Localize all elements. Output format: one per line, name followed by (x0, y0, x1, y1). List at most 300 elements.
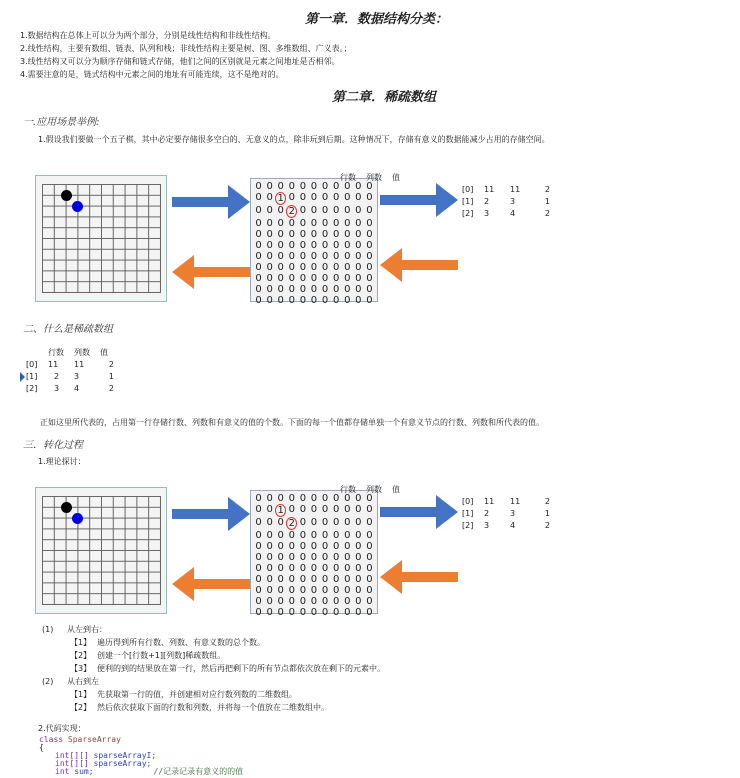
matrix-cell: 0 (288, 530, 295, 541)
matrix-cell: 0 (366, 563, 373, 574)
matrix-cell: 0 (288, 552, 295, 563)
matrix-cell: 0 (299, 240, 307, 251)
black-stone (61, 502, 72, 513)
matrix-cell: 0 (288, 273, 295, 284)
sparse-array-table (462, 496, 550, 532)
matrix-header: 行数 列数 值 (340, 485, 400, 494)
matrix-cell: 0 (299, 530, 307, 541)
chapter2-title: 第二章．稀疏数组 (332, 90, 437, 105)
matrix-cell: 0 (310, 192, 318, 203)
black-stone (61, 190, 72, 201)
matrix-cell: 0 (277, 251, 284, 262)
matrix-cell: 0 (255, 563, 262, 574)
matrix-cell: 0 (310, 262, 318, 273)
matrix-cell: 0 (255, 192, 262, 203)
matrix-cell: 0 (288, 574, 295, 585)
matrix-cell: 0 (266, 552, 273, 563)
matrix-cell: 0 (366, 240, 373, 251)
gomoku-board (35, 175, 167, 302)
matrix-cell: 0 (344, 295, 351, 306)
matrix-cell: 0 (277, 541, 284, 552)
matrix-cell: 0 (332, 205, 340, 216)
step-label: (1) (42, 625, 54, 634)
matrix-cell: 0 (266, 192, 273, 203)
matrix-cell: 0 (332, 284, 340, 295)
matrix-cell: 0 (332, 585, 340, 596)
matrix-cell: 0 (266, 284, 273, 295)
matrix-cell: 0 (332, 181, 340, 192)
matrix-cell: 0 (299, 181, 307, 192)
chessboard-matrix (250, 490, 378, 618)
matrix-cell: 0 (332, 563, 340, 574)
matrix-cell: 0 (366, 493, 373, 504)
matrix-cell: 0 (266, 574, 273, 585)
matrix-cell: 0 (355, 295, 362, 306)
matrix-cell: 0 (321, 205, 329, 216)
matrix-cell: 0 (310, 295, 318, 306)
matrix-cell: 0 (277, 552, 284, 563)
matrix-cell: 0 (288, 240, 295, 251)
matrix-cell: 0 (310, 284, 318, 295)
matrix-cell: 0 (299, 284, 307, 295)
matrix-cell: 0 (332, 596, 340, 607)
step-number: 【3】 (70, 664, 92, 673)
table-row: [0] 11 11 2 (462, 185, 550, 194)
matrix-cell: 0 (299, 517, 307, 528)
matrix-cell: 0 (277, 295, 284, 306)
matrix-cell: 0 (366, 585, 373, 596)
matrix-cell: 0 (266, 273, 273, 284)
table-row: [2] 3 4 2 (462, 209, 550, 218)
matrix-cell: 0 (266, 504, 273, 515)
matrix-cell: 0 (255, 493, 262, 504)
matrix-cell: 0 (310, 541, 318, 552)
matrix-cell: 0 (332, 295, 340, 306)
matrix-cell: 0 (332, 273, 340, 284)
blue-stone (72, 201, 83, 212)
chapter1-item: 2.线性结构，主要有数组、链表、队列和栈；非线性结构主要是树、图、多维数组、广义表。； (20, 44, 352, 53)
matrix-cell: 0 (321, 530, 329, 541)
chapter1-item: 4.需要注意的是，链式结构中元素之间的地址有可能连续，这不是绝对的。 (20, 70, 284, 79)
matrix-cell: 0 (299, 251, 307, 262)
matrix-cell: 0 (321, 240, 329, 251)
matrix-cell: 0 (299, 504, 307, 515)
matrix-cell: 0 (366, 574, 373, 585)
matrix-cell: 0 (321, 262, 329, 273)
matrix-cell: 0 (299, 205, 307, 216)
matrix-cell: 0 (355, 563, 362, 574)
matrix-cell: 0 (366, 181, 373, 192)
matrix-cell: 0 (288, 251, 295, 262)
matrix-cell: 0 (321, 192, 329, 203)
matrix-cell: 0 (310, 229, 318, 240)
matrix-cell: 0 (266, 493, 273, 504)
matrix-cell: 0 (332, 574, 340, 585)
matrix-cell: 0 (355, 517, 362, 528)
matrix-cell: 0 (310, 517, 318, 528)
matrix-cell: 0 (332, 541, 340, 552)
arrow-right-icon (380, 495, 460, 535)
step-number: 【1】 (70, 638, 92, 647)
matrix-cell: 0 (321, 504, 329, 515)
matrix-cell: 0 (288, 504, 295, 515)
matrix-cell: 0 (277, 530, 284, 541)
matrix-cell: 0 (321, 552, 329, 563)
matrix-cell: 0 (299, 262, 307, 273)
matrix-cell: 0 (288, 262, 295, 273)
step-number: 【2】 (70, 703, 92, 712)
matrix-cell: 0 (321, 229, 329, 240)
matrix-cell: 0 (321, 585, 329, 596)
table-row: [2] 3 4 2 (26, 384, 114, 393)
matrix-cell: 0 (255, 181, 262, 192)
matrix-cell: 0 (277, 563, 284, 574)
matrix-cell: 0 (344, 240, 351, 251)
matrix-cell: 0 (266, 607, 273, 618)
matrix-cell: 0 (266, 295, 273, 306)
chapter1-item: 3.线性结构又可以分为顺序存储和链式存储，他们之间的区别就是元素之间地址是否相邻。 (20, 57, 340, 66)
matrix-cell: 0 (366, 504, 373, 515)
matrix-cell: 0 (321, 607, 329, 618)
matrix-cell: 0 (344, 218, 351, 229)
matrix-cell: 0 (277, 240, 284, 251)
matrix-cell: 0 (366, 205, 373, 216)
matrix-cell: 0 (299, 596, 307, 607)
sparse-array-table (26, 347, 114, 395)
cursor-marker-icon (20, 372, 25, 382)
matrix-cell: 0 (355, 218, 362, 229)
matrix-cell: 0 (299, 295, 307, 306)
step-text: 从右到左 (67, 677, 99, 686)
matrix-cell: 0 (332, 530, 340, 541)
matrix-cell: 0 (332, 517, 340, 528)
matrix-cell: 0 (266, 251, 273, 262)
matrix-cell: 0 (288, 563, 295, 574)
matrix-cell: 0 (288, 181, 295, 192)
matrix-cell: 0 (255, 295, 262, 306)
matrix-cell: 0 (310, 607, 318, 618)
matrix-cell: 0 (277, 218, 284, 229)
chapter1-item: 1.数据结构在总体上可以分为两个部分，分别是线性结构和非线性结构。 (20, 31, 276, 40)
matrix-cell: 0 (310, 205, 318, 216)
matrix-cell: 0 (355, 530, 362, 541)
matrix-cell: 0 (355, 229, 362, 240)
theory-heading: 1.理论探讨： (38, 457, 86, 466)
matrix-cell: 0 (299, 563, 307, 574)
matrix-cell: 0 (321, 284, 329, 295)
matrix-cell: 0 (321, 541, 329, 552)
matrix-cell: 0 (366, 541, 373, 552)
section2-paragraph: 正如这里所代表的，占用第一行存储行数、列数和有意义的值的个数。下面的每一个值都存储单独一个有意义节点的行数、列数和所代表的值。 (40, 418, 544, 427)
table-row: [1] 2 3 1 (26, 372, 114, 381)
section2-title: 二、什么是稀疏数组 (23, 324, 113, 335)
matrix-cell: 0 (355, 493, 362, 504)
matrix-cell: 0 (266, 585, 273, 596)
matrix-cell: 0 (277, 585, 284, 596)
matrix-cell-value: 1 (275, 504, 286, 517)
matrix-cell: 0 (255, 530, 262, 541)
header-cols: 列数 (74, 348, 90, 357)
matrix-cell: 0 (344, 552, 351, 563)
step-number: 【1】 (70, 690, 92, 699)
matrix-cell: 0 (321, 218, 329, 229)
arrow-left-icon (380, 248, 460, 288)
matrix-cell: 0 (277, 273, 284, 284)
matrix-cell: 0 (332, 262, 340, 273)
matrix-cell: 0 (355, 192, 362, 203)
matrix-cell: 0 (288, 541, 295, 552)
matrix-cell: 0 (255, 607, 262, 618)
matrix-cell: 0 (366, 517, 373, 528)
section3-title: 三．转化过程 (23, 440, 83, 451)
table-row: [1] 2 3 1 (462, 197, 550, 206)
matrix-cell: 0 (266, 218, 273, 229)
matrix-cell: 0 (344, 273, 351, 284)
matrix-cell: 0 (255, 284, 262, 295)
matrix-cell: 0 (288, 585, 295, 596)
matrix-cell: 0 (255, 552, 262, 563)
matrix-cell: 0 (366, 596, 373, 607)
matrix-cell: 0 (310, 574, 318, 585)
matrix-cell: 0 (344, 517, 351, 528)
matrix-cell: 0 (332, 493, 340, 504)
matrix-cell: 0 (321, 181, 329, 192)
matrix-cell: 0 (355, 504, 362, 515)
matrix-cell: 0 (310, 585, 318, 596)
arrow-right-icon (380, 183, 460, 223)
matrix-cell: 0 (277, 262, 284, 273)
matrix-cell: 0 (344, 229, 351, 240)
matrix-cell: 0 (299, 607, 307, 618)
matrix-cell: 0 (321, 493, 329, 504)
matrix-cell: 0 (355, 574, 362, 585)
matrix-cell: 0 (344, 585, 351, 596)
matrix-cell: 0 (299, 229, 307, 240)
sparse-array-table (462, 184, 550, 220)
matrix-cell: 0 (355, 273, 362, 284)
matrix-cell: 0 (266, 262, 273, 273)
matrix-cell: 0 (321, 596, 329, 607)
matrix-cell-value: 1 (275, 192, 286, 205)
step-item: 便利的到的结果放在第一行，然后再把剩下的所有节点都依次放在剩下的元素中。 (97, 664, 385, 673)
matrix-cell: 0 (310, 273, 318, 284)
matrix-cell: 0 (355, 240, 362, 251)
matrix-cell: 0 (310, 504, 318, 515)
matrix-cell: 0 (344, 205, 351, 216)
matrix-cell: 0 (366, 251, 373, 262)
matrix-cell: 0 (366, 607, 373, 618)
arrow-right-icon (172, 497, 252, 537)
matrix-cell: 0 (299, 273, 307, 284)
matrix-cell: 0 (277, 517, 284, 528)
matrix-cell: 0 (344, 574, 351, 585)
matrix-cell: 0 (366, 262, 373, 273)
matrix-cell: 0 (344, 262, 351, 273)
matrix-cell: 0 (299, 585, 307, 596)
step-item: 然后依次获取下面的行数和列数，并将每一个值放在二维数组中。 (97, 703, 329, 712)
matrix-cell: 0 (299, 218, 307, 229)
matrix-cell: 0 (366, 284, 373, 295)
code-heading: 2.代码实现： (38, 724, 86, 733)
matrix-cell: 0 (366, 273, 373, 284)
matrix-cell: 0 (299, 541, 307, 552)
matrix-cell: 0 (355, 607, 362, 618)
matrix-cell: 0 (288, 229, 295, 240)
matrix-cell: 0 (344, 251, 351, 262)
step-text: 从左到右： (67, 625, 107, 634)
chapter1-title: 第一章．数据结构分类： (305, 12, 449, 27)
matrix-cell: 0 (310, 530, 318, 541)
matrix-cell: 0 (255, 218, 262, 229)
matrix-cell: 0 (321, 295, 329, 306)
matrix-cell: 0 (310, 181, 318, 192)
arrow-left-icon (172, 255, 252, 295)
matrix-cell: 0 (288, 493, 295, 504)
arrow-left-icon (172, 567, 252, 607)
matrix-cell: 0 (255, 262, 262, 273)
matrix-cell: 0 (277, 493, 284, 504)
step-number: 【2】 (70, 651, 92, 660)
matrix-cell: 0 (332, 192, 340, 203)
code-comment: //记录记录有意义的的值 (153, 767, 244, 776)
matrix-cell: 0 (299, 192, 307, 203)
matrix-cell: 0 (255, 251, 262, 262)
matrix-cell: 0 (266, 541, 273, 552)
matrix-cell: 0 (355, 552, 362, 563)
matrix-cell: 0 (288, 284, 295, 295)
matrix-cell: 0 (255, 541, 262, 552)
matrix-cell: 0 (288, 192, 295, 203)
matrix-cell: 0 (355, 596, 362, 607)
matrix-cell: 0 (344, 504, 351, 515)
matrix-cell: 0 (332, 229, 340, 240)
matrix-cell: 0 (344, 284, 351, 295)
matrix-cell: 0 (266, 517, 273, 528)
matrix-cell-value: 2 (286, 517, 297, 530)
step-item: 遍历得到所有行数、列数、有意义数的总个数。 (97, 638, 265, 647)
matrix-cell: 0 (321, 517, 329, 528)
matrix-cell: 0 (332, 240, 340, 251)
matrix-cell: 0 (344, 596, 351, 607)
matrix-cell: 0 (299, 493, 307, 504)
matrix-cell: 0 (299, 552, 307, 563)
matrix-cell: 0 (321, 251, 329, 262)
matrix-header: 行数 列数 值 (340, 173, 400, 182)
section1-paragraph: 1.假设我们要做一个五子棋，其中必定要存储很多空白的、无意义的点，除非玩到后期。这种情况下，存储有意义的数据能减少占用的存储空间。 (38, 135, 550, 144)
matrix-cell: 0 (355, 181, 362, 192)
matrix-cell: 0 (366, 218, 373, 229)
table-row: [1] 2 3 1 (462, 509, 550, 518)
matrix-cell: 0 (332, 607, 340, 618)
table-row: [0] 11 11 2 (462, 497, 550, 506)
matrix-cell: 0 (321, 574, 329, 585)
matrix-cell: 0 (277, 607, 284, 618)
step-item: 创建一个[行数+1][列数]稀疏数组。 (97, 651, 226, 660)
step-item: 先获取第一行的值，并创建相对应行数列数的二维数组。 (97, 690, 297, 699)
matrix-cell: 0 (255, 517, 262, 528)
header-value: 值 (100, 348, 108, 357)
code-sum-variable: sum; (74, 767, 94, 776)
matrix-cell: 0 (255, 273, 262, 284)
matrix-cell: 0 (255, 205, 262, 216)
matrix-cell: 0 (344, 607, 351, 618)
matrix-cell: 0 (288, 607, 295, 618)
matrix-cell: 0 (266, 181, 273, 192)
matrix-cell: 0 (255, 574, 262, 585)
matrix-cell: 0 (366, 552, 373, 563)
header-rows: 行数 (48, 348, 64, 357)
matrix-cell: 0 (288, 218, 295, 229)
matrix-cell: 0 (266, 229, 273, 240)
matrix-cell: 0 (344, 563, 351, 574)
matrix-cell: 0 (310, 218, 318, 229)
code-block: class SparseArray { int[][] sparseArrayI; int[][] sparseArray; int sum; //记录记录有意义的的值 (39, 735, 244, 776)
matrix-cell: 0 (288, 596, 295, 607)
matrix-cell: 0 (277, 574, 284, 585)
matrix-cell: 0 (255, 596, 262, 607)
matrix-cell: 0 (255, 585, 262, 596)
matrix-cell: 0 (266, 530, 273, 541)
matrix-cell: 0 (310, 251, 318, 262)
matrix-cell: 0 (332, 504, 340, 515)
matrix-cell: 0 (321, 273, 329, 284)
matrix-cell: 0 (266, 205, 273, 216)
matrix-cell: 0 (277, 181, 284, 192)
matrix-cell: 0 (366, 530, 373, 541)
table-row: [2] 3 4 2 (462, 521, 550, 530)
matrix-cell: 0 (266, 596, 273, 607)
matrix-cell: 0 (266, 240, 273, 251)
matrix-cell: 0 (355, 251, 362, 262)
matrix-cell: 0 (366, 295, 373, 306)
matrix-cell: 0 (355, 585, 362, 596)
gomoku-board (35, 487, 167, 614)
matrix-cell: 0 (277, 229, 284, 240)
blue-stone (72, 513, 83, 524)
matrix-cell: 0 (277, 205, 284, 216)
matrix-cell: 0 (332, 552, 340, 563)
matrix-cell: 0 (332, 218, 340, 229)
matrix-cell: 0 (355, 262, 362, 273)
matrix-cell: 0 (344, 530, 351, 541)
chessboard-matrix (250, 178, 378, 306)
matrix-cell: 0 (310, 240, 318, 251)
matrix-cell: 0 (344, 181, 351, 192)
table-row: [0] 11 11 2 (26, 360, 114, 369)
matrix-cell: 0 (321, 563, 329, 574)
matrix-cell: 0 (366, 229, 373, 240)
matrix-cell: 0 (255, 504, 262, 515)
section1-title: 一.应用场景举例: (23, 117, 100, 128)
matrix-cell: 0 (299, 574, 307, 585)
matrix-cell: 0 (332, 251, 340, 262)
matrix-cell: 0 (277, 284, 284, 295)
matrix-cell: 0 (355, 205, 362, 216)
matrix-cell: 0 (255, 229, 262, 240)
matrix-cell: 0 (310, 552, 318, 563)
matrix-cell: 0 (344, 192, 351, 203)
matrix-cell-value: 2 (286, 205, 297, 218)
matrix-cell: 0 (355, 541, 362, 552)
matrix-cell: 0 (366, 192, 373, 203)
arrow-left-icon (380, 560, 460, 600)
matrix-cell: 0 (266, 563, 273, 574)
matrix-cell: 0 (355, 284, 362, 295)
matrix-cell: 0 (344, 541, 351, 552)
arrow-right-icon (172, 185, 252, 225)
matrix-cell: 0 (310, 493, 318, 504)
matrix-cell: 0 (277, 596, 284, 607)
